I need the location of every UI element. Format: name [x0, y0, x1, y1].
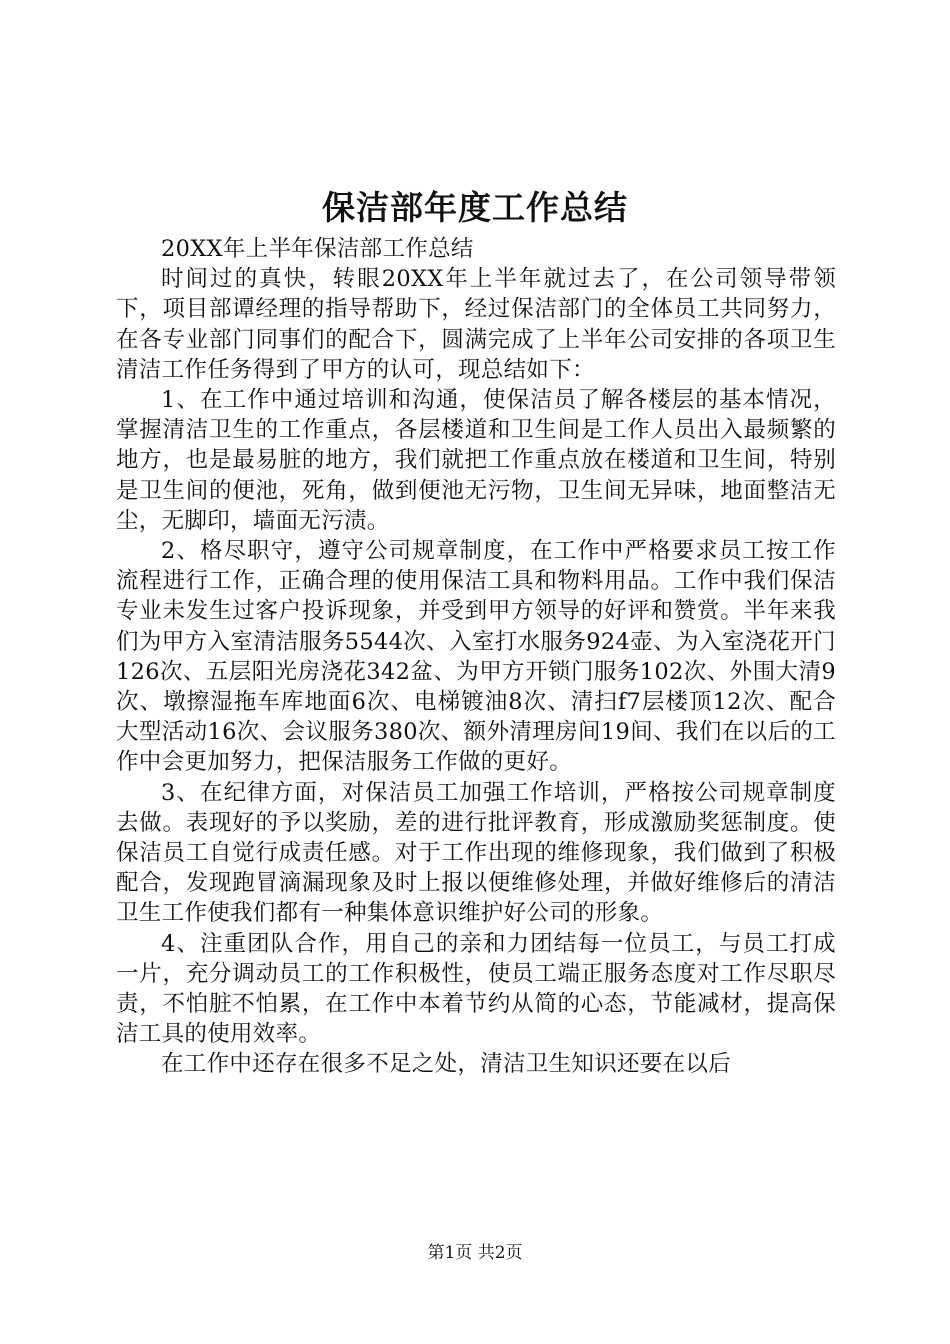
page-number-footer: 第1页 共2页 [427, 1243, 523, 1263]
paragraph-closing: 在工作中还存在很多不足之处，清洁卫生知识还要在以后 [161, 1051, 732, 1078]
paragraph-item-4: 4、注重团队合作，用自己的亲和力团结每一位员工，与员工打成一片，充分调动员工的工作积极性，使员工端正服务态度对工作尽职尽责，不怕脏不怕累，在工作中本着节约从简的心态，节能减材，提高保洁工具的使用效率。 [116, 930, 836, 1048]
document-body [116, 234, 836, 1080]
document-title: 保洁部年度工作总结 [322, 188, 628, 227]
paragraph-item-3: 3、在纪律方面，对保洁员工加强工作培训，严格按公司规章制度去做。表现好的予以奖励，差的进行批评教育，形成激励奖惩制度。使保洁员工自觉行成责任感。对于工作出现的维修现象，我们做到了积极配合，发现跑冒滴漏现象及时上报以便维修处理，并做好维修后的清洁卫生工作使我们都有一种集体意识维护好公司的形象。 [116, 779, 836, 927]
paragraph-subtitle: 20XX年上半年保洁部工作总结 [161, 236, 474, 262]
paragraph-intro: 时间过的真快，转眼20XX年上半年就过去了，在公司领导带领下，项目部谭经理的指导帮助下，经过保洁部门的全体员工共同努力，在各专业部门同事们的配合下，圆满完成了上半年公司安排的各项卫生清洁工作任务得到了甲方的认可，现总结如下： [116, 266, 836, 383]
paragraph-item-1: 1、在工作中通过培训和沟通，使保洁员了解各楼层的基本情况，掌握清洁卫生的工作重点，各层楼道和卫生间是工作人员出入最频繁的地方，也是最易脏的地方，我们就把工作重点放在楼道和卫生间，特别是卫生间的便池，死角，做到便池无污物，卫生间无异味，地面整洁无尘，无脚印，墙面无污渍。 [116, 387, 836, 534]
paragraph-item-2: 2、格尽职守，遵守公司规章制度，在工作中严格要求员工按工作流程进行工作，正确合理的使用保洁工具和物料用品。工作中我们保洁专业未发生过客户投诉现象，并受到甲方领导的好评和赞赏。半年来我们为甲方入室清洁服务5544次、入室打水服务924壶、为入室浇花开门126次、五层阳光房浇花342盆、为甲方开锁门服务102次、外围大清9次、墩擦湿拖车库地面6次、电梯镀油8次、清扫f7层楼顶12次、配合大型活动16次、会议服务380次、额外清理房间19间、我们在以后的工作中会更加努力，把保洁服务工作做的更好。 [116, 538, 836, 776]
